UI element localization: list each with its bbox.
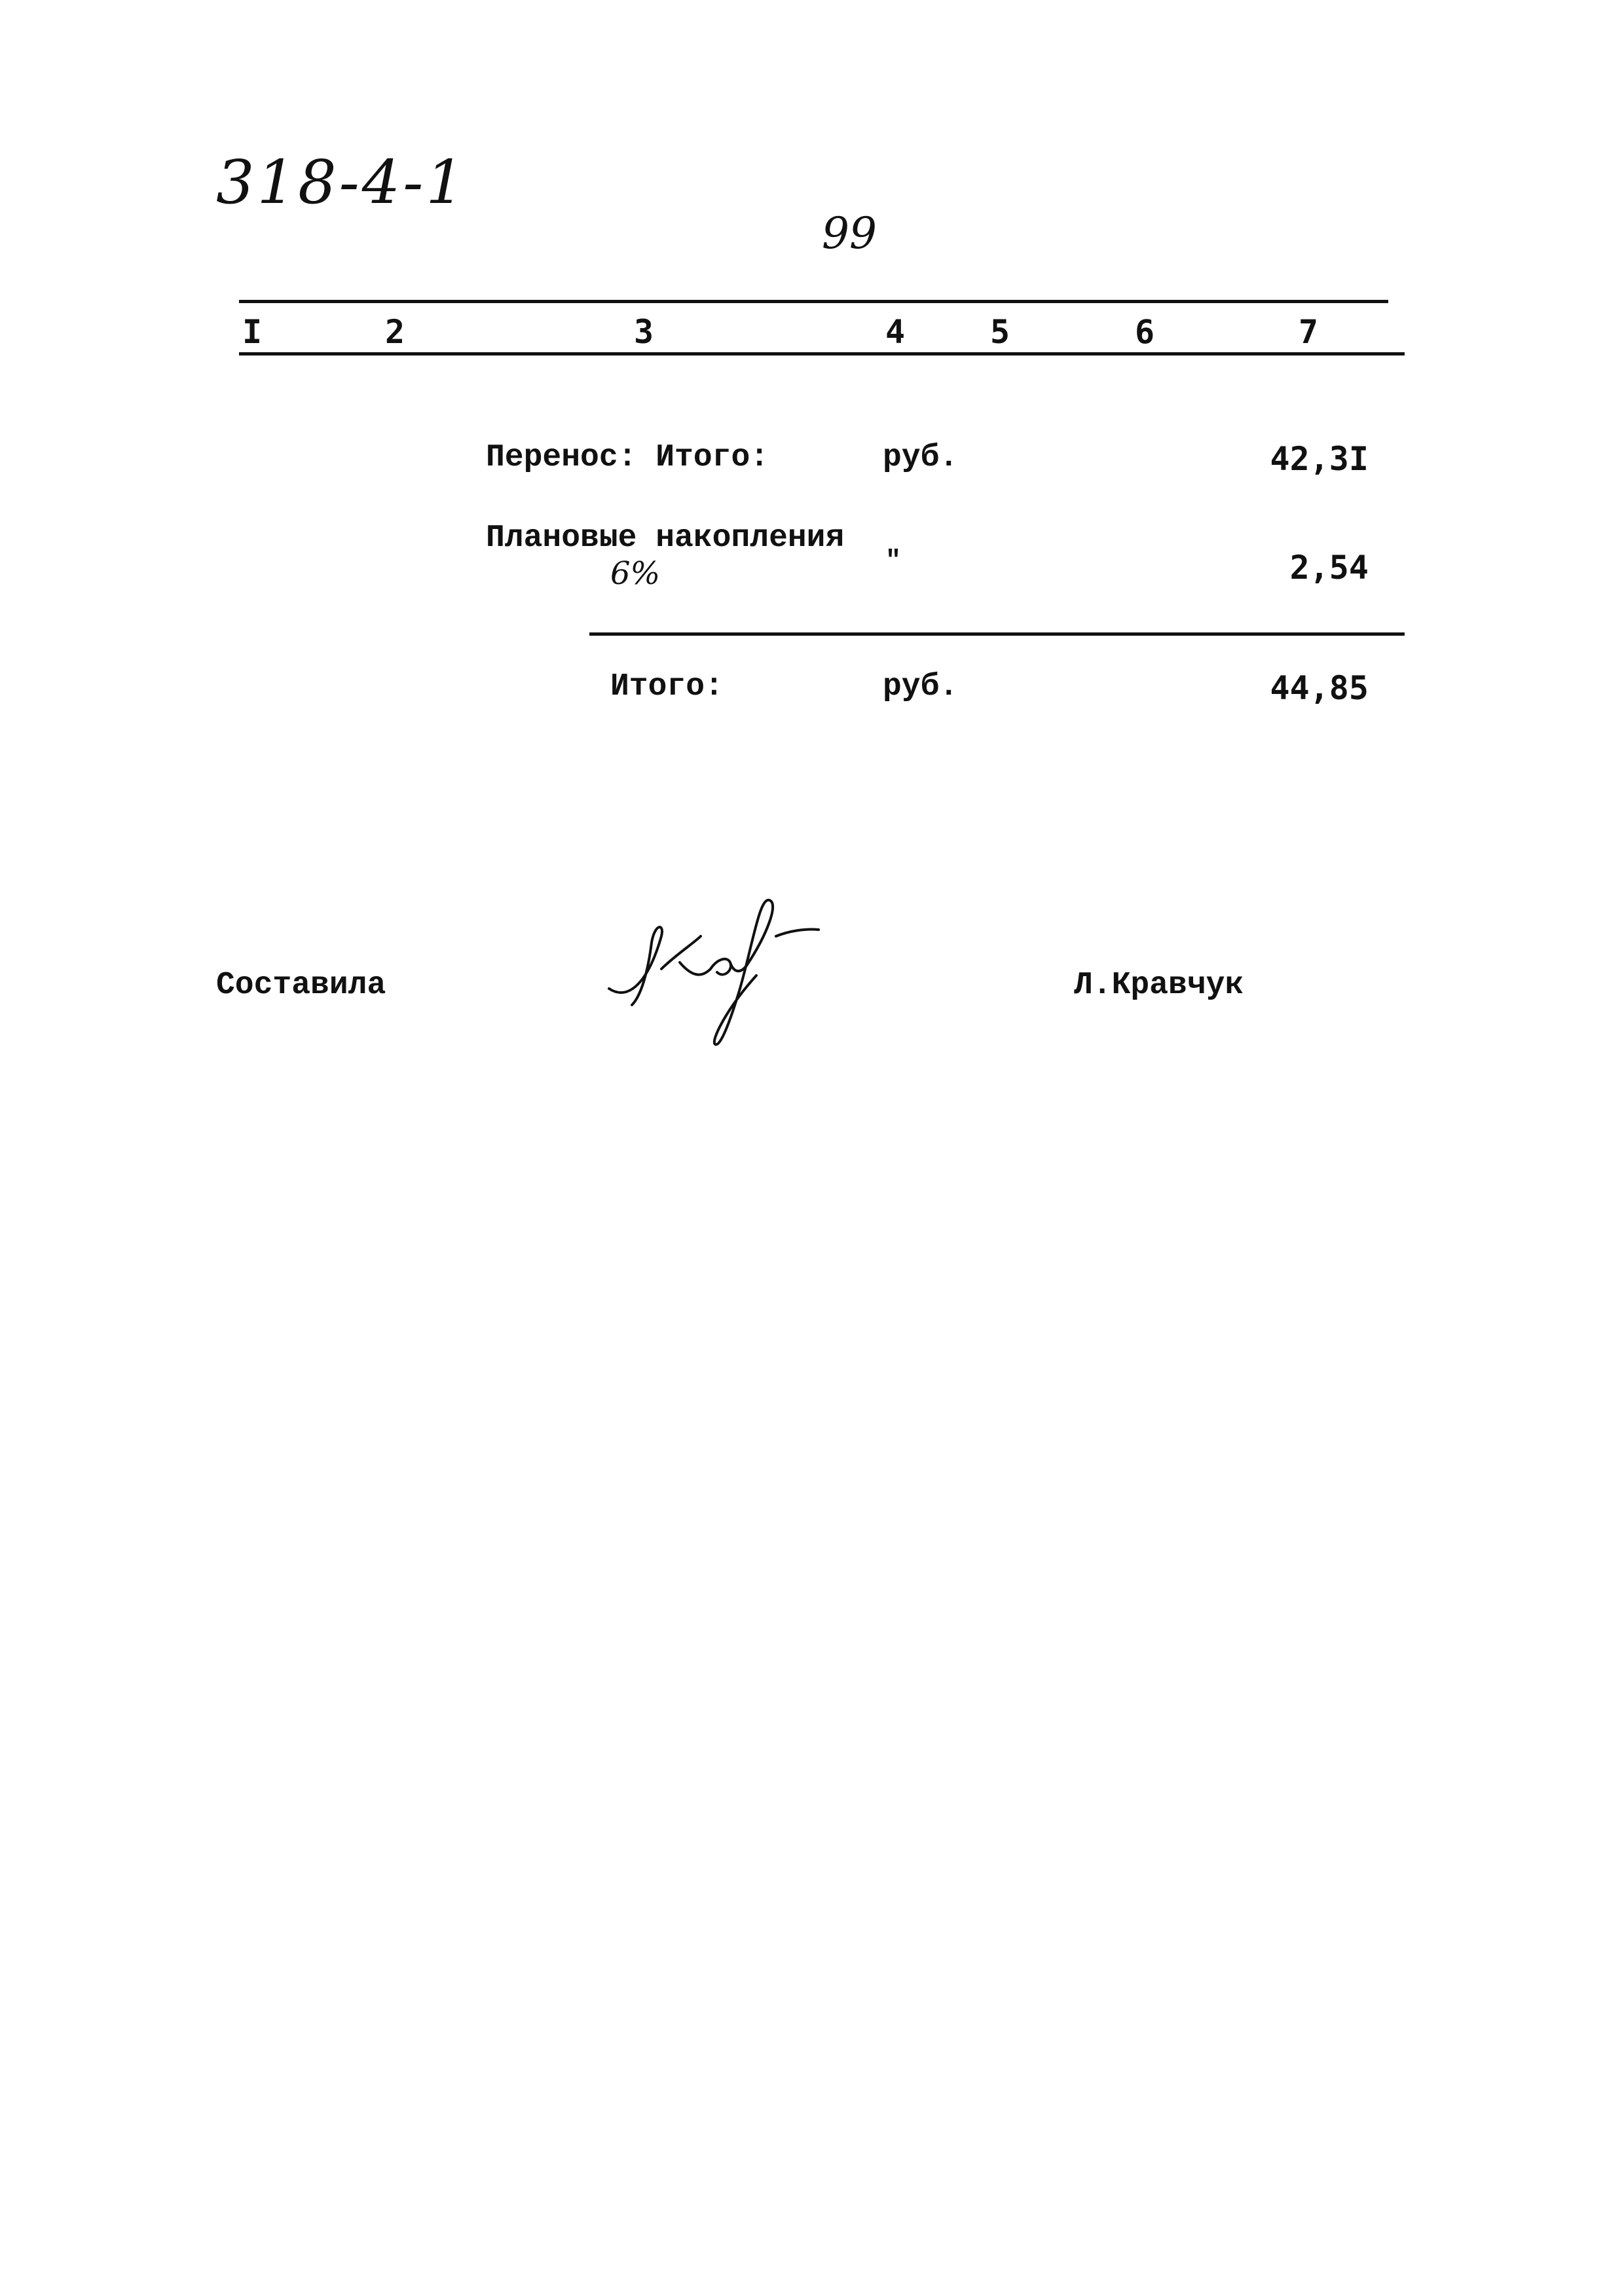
column-number-6: 6: [1135, 313, 1155, 351]
row-unit: руб.: [883, 440, 959, 475]
row-amount: 2,54: [1289, 549, 1369, 587]
row-unit: руб.: [883, 669, 959, 704]
row-unit-ditto: ": [885, 547, 902, 576]
row-label: Перенос: Итого:: [486, 440, 769, 475]
row-amount: 44,85: [1270, 669, 1369, 707]
row-label: Плановые накопления: [486, 520, 845, 556]
column-number-1: I: [242, 313, 263, 351]
column-number-2: 2: [385, 313, 405, 351]
page-number: 99: [822, 208, 877, 259]
row-amount: 42,3I: [1270, 440, 1369, 478]
column-number-5: 5: [990, 313, 1010, 351]
column-number-7: 7: [1299, 313, 1319, 351]
compiled-by-label: Составила: [216, 968, 386, 1003]
table-top-rule: [239, 300, 1388, 303]
signature: [602, 897, 825, 1054]
table-header-rule: [239, 352, 1405, 355]
row-sublabel: 6%: [610, 555, 661, 592]
row-label: Итого:: [610, 669, 724, 704]
column-number-4: 4: [885, 313, 906, 351]
compiler-name: Л.Кравчук: [1074, 968, 1244, 1003]
column-number-3: 3: [634, 313, 654, 351]
subtotal-rule: [589, 632, 1405, 636]
document-code: 318-4-1: [216, 147, 467, 217]
